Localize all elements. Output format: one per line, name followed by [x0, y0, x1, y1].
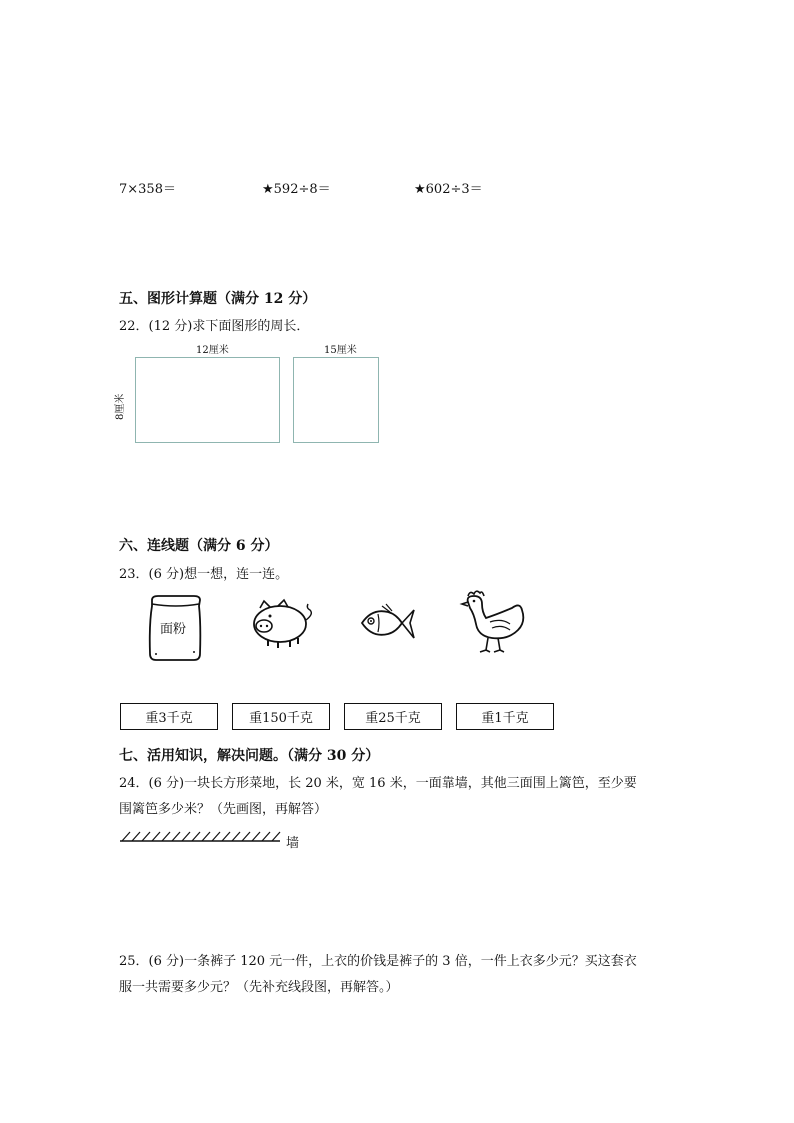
weight-box-1[interactable] [120, 703, 218, 730]
rect-top-label: 12厘米 [196, 345, 229, 356]
question-25-line2: 服一共需要多少元？（先补充线段图，再解答。） [119, 980, 399, 995]
weight-box-2[interactable] [232, 703, 330, 730]
weight-box-4[interactable] [456, 703, 554, 730]
weight-label: 重25千克 [365, 711, 421, 726]
rectangle-figure [135, 357, 280, 443]
weight-box-3[interactable] [344, 703, 442, 730]
calc-item-3: ★602÷3＝ [414, 182, 483, 197]
calc-item-2: ★592÷8＝ [262, 182, 331, 197]
question-25-line1: 25．(6 分)一条裤子 120 元一件，上衣的价钱是裤子的 3 倍，一件上衣多少元？买这套衣 [119, 954, 637, 969]
square-figure [293, 357, 379, 443]
section6-heading: 六、连线题（满分 6 分） [119, 538, 279, 554]
wall-label: 墙 [286, 836, 300, 851]
section5-heading: 五、图形计算题（满分 12 分） [119, 291, 317, 307]
weight-label: 重150千克 [249, 711, 313, 726]
fish-icon [358, 602, 418, 644]
question-22: 22．(12 分)求下面图形的周长． [119, 319, 310, 334]
weight-label: 重3千克 [145, 711, 193, 726]
square-label: 15厘米 [324, 345, 357, 356]
question-23: 23．(6 分)想一想，连一连。 [119, 567, 289, 582]
question-24-line2: 围篱笆多少米？（先画图，再解答） [119, 802, 328, 817]
question-24-line1: 24．(6 分)一块长方形菜地，长 20 米，宽 16 米，一面靠墙，其他三面围上篱笆，至少要 [119, 776, 637, 791]
wall-hatch-line [120, 830, 282, 844]
calc-item-1: 7×358＝ [119, 182, 176, 197]
flour-bag-label: 面粉 [160, 622, 187, 637]
rect-side-label: 8厘米 [115, 393, 126, 420]
weight-label: 重1千克 [481, 711, 529, 726]
pig-icon [248, 598, 320, 650]
chicken-icon [458, 588, 530, 656]
section7-heading: 七、活用知识，解决问题。（满分 30 分） [119, 748, 380, 764]
